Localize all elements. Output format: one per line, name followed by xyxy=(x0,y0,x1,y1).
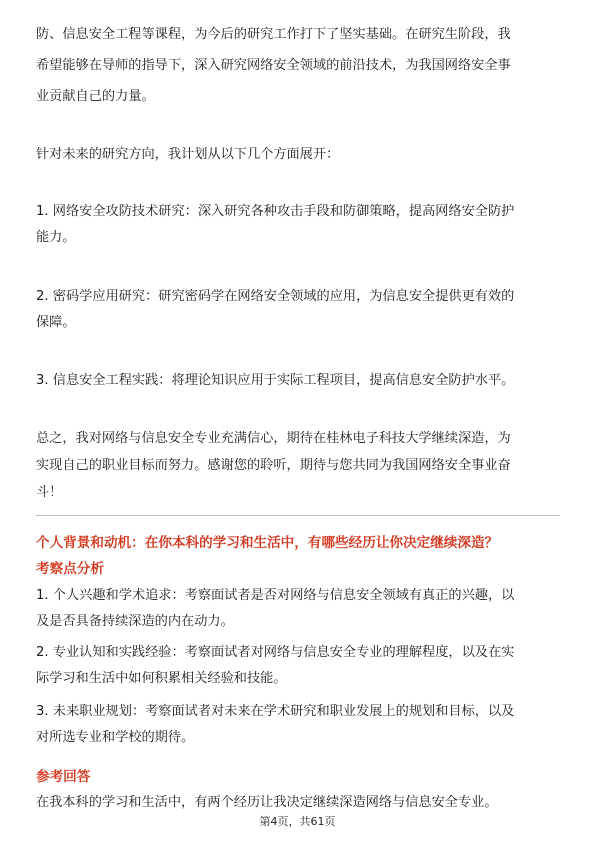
plan-item-2-line-2: 保障。 xyxy=(36,315,76,330)
section-divider xyxy=(36,515,560,516)
question-heading: 个人背景和动机：在你本科的学习和生活中，有哪些经历让你决定继续深造？ xyxy=(36,535,499,551)
analysis-item-1-line-2: 及是否具备持续深造的内在动力。 xyxy=(36,614,234,629)
conclusion-line: 实现自己的职业目标而努力。感谢您的聆听，期待与您共同为我国网络安全事业奋 xyxy=(36,458,511,473)
paragraph-line: 防、信息安全工程等课程，为今后的研究工作打下了坚实基础。在研究生阶段，我 xyxy=(36,27,511,42)
plan-item-3-line-1: 3. 信息安全工程实践：将理论知识应用于实际工程项目，提高信息安全防护水平。 xyxy=(36,373,515,388)
paragraph-line: 业贡献自己的力量。 xyxy=(36,89,155,104)
answer-heading: 参考回答 xyxy=(36,769,91,785)
analysis-item-1-line-1: 1. 个人兴趣和学术追求：考察面试者是否对网络与信息安全领域有真正的兴趣，以 xyxy=(36,588,515,603)
page-footer: 第4页，共61页 xyxy=(259,815,336,828)
conclusion-line: 斗！ xyxy=(36,485,63,500)
conclusion-line: 总之，我对网络与信息安全专业充满信心，期待在桂林电子科技大学继续深造，为 xyxy=(36,431,511,446)
analysis-item-3-line-2: 对所选专业和学校的期待。 xyxy=(36,730,195,745)
paragraph-line: 希望能够在导师的指导下，深入研究网络安全领域的前沿技术，为我国网络安全事 xyxy=(36,58,511,73)
analysis-item-2-line-2: 际学习和生活中如何积累相关经验和技能。 xyxy=(36,671,287,686)
plan-item-2-line-1: 2. 密码学应用研究：研究密码学在网络安全领域的应用，为信息安全提供更有效的 xyxy=(36,289,515,304)
analysis-item-2-line-1: 2. 专业认知和实践经验：考察面试者对网络与信息安全专业的理解程度，以及在实 xyxy=(36,645,515,660)
plan-item-1-line-2: 能力。 xyxy=(36,230,76,245)
analysis-item-3-line-1: 3. 未来职业规划：考察面试者对未来在学术研究和职业发展上的规划和目标，以及 xyxy=(36,704,515,719)
plan-item-1-line-1: 1. 网络安全攻防技术研究：深入研究各种攻击手段和防御策略，提高网络安全防护 xyxy=(36,204,515,219)
plan-intro: 针对未来的研究方向，我计划从以下几个方面展开： xyxy=(36,147,340,162)
answer-line: 在我本科的学习和生活中，有两个经历让我决定继续深造网络与信息安全专业。 xyxy=(36,795,498,810)
analysis-heading: 考察点分析 xyxy=(36,561,104,577)
